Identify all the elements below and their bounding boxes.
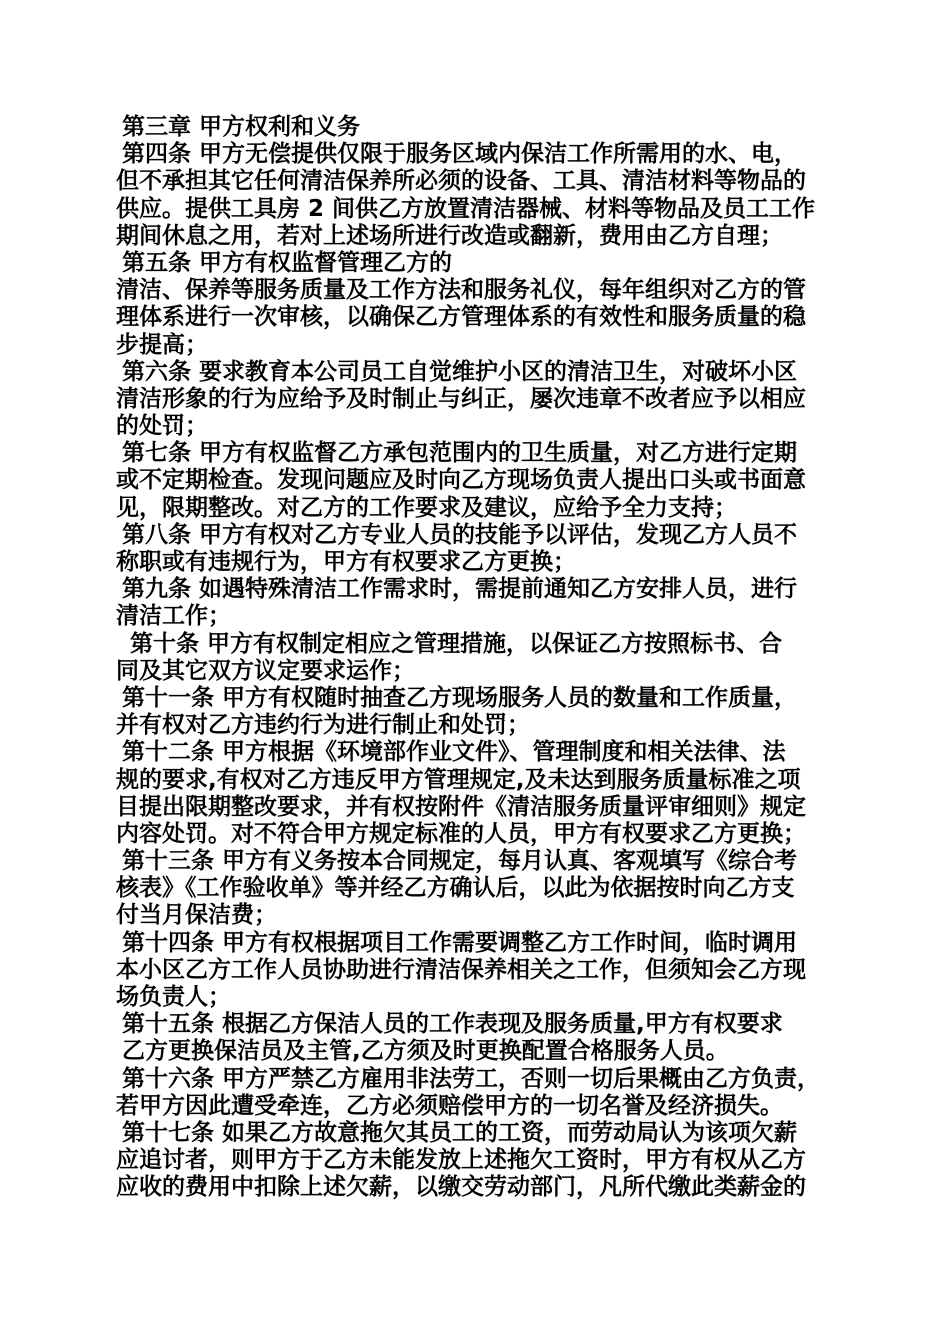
article-17-line-1: 第十七条 如果乙方故意拖欠其员工的工资，而劳动局认为该项欠薪: [122, 1119, 798, 1146]
article-4-line-1: 第四条 甲方无偿提供仅限于服务区域内保洁工作所需用的水、电，: [122, 141, 798, 168]
article-13-line-3: 付当月保洁费；: [116, 902, 277, 929]
article-17-line-3: 应收的费用中扣除上述欠薪，以缴交劳动部门，凡所代缴此类薪金的: [116, 1174, 806, 1201]
article-16-line-1: 第十六条 甲方严禁乙方雇用非法劳工，否则一切后果概由乙方负责，: [122, 1065, 821, 1092]
article-15-line-2: 乙方更换保洁员及主管,乙方须及时更换配置合格服务人员。: [122, 1038, 729, 1065]
article-6-line-1: 第六条 要求教育本公司员工自觉维护小区的清洁卫生，对破坏小区: [122, 358, 798, 385]
article-17-line-2: 应追讨者，则甲方于乙方未能发放上述拖欠工资时，甲方有权从乙方: [116, 1147, 806, 1174]
article-12-line-3: 目提出限期整改要求，并有权按附件《清洁服务质量评审细则》规定: [116, 793, 806, 820]
article-6-line-3: 的处罚；: [116, 413, 208, 440]
article-7-line-3: 见，限期整改。对乙方的工作要求及建议，应给予全力支持；: [116, 494, 737, 521]
article-5-line-3: 理体系进行一次审核，以确保乙方管理体系的有效性和服务质量的稳: [116, 304, 806, 331]
article-9-line-2: 清洁工作；: [116, 603, 231, 630]
article-5-line-1: 第五条 甲方有权监督管理乙方的: [122, 249, 453, 276]
article-12-line-4: 内容处罚。对不符合甲方规定标准的人员，甲方有权要求乙方更换；: [116, 820, 806, 847]
article-7-line-2: 或不定期检查。发现问题应及时向乙方现场负责人提出口头或书面意: [116, 467, 806, 494]
article-5-line-4: 步提高；: [116, 331, 208, 358]
article-8-line-1: 第八条 甲方有权对乙方专业人员的技能予以评估，发现乙方人员不: [122, 521, 798, 548]
article-14-line-1: 第十四条 甲方有权根据项目工作需要调整乙方工作时间，临时调用: [122, 929, 798, 956]
article-14-line-3: 场负责人；: [116, 984, 231, 1010]
article-14-line-2: 本小区乙方工作人员协助进行清洁保养相关之工作，但须知会乙方现: [116, 956, 806, 983]
article-4-line-3: 供应。提供工具房 2 间供乙方放置清洁器械、材料等物品及员工工作: [116, 195, 816, 222]
article-4-line-2: 但不承担其它任何清洁保养所必须的设备、工具、清洁材料等物品的: [116, 168, 806, 195]
article-16-line-2: 若甲方因此遭受牵连，乙方必须赔偿甲方的一切名誉及经济损失。: [116, 1092, 783, 1119]
article-13-line-1: 第十三条 甲方有义务按本合同规定，每月认真、客观填写《综合考: [122, 848, 798, 875]
article-15-line-1: 第十五条 根据乙方保洁人员的工作表现及服务质量,甲方有权要求: [122, 1011, 783, 1038]
article-13-line-2: 核表》《工作验收单》等并经乙方确认后，以此为依据按时向乙方支: [116, 875, 795, 902]
article-7-line-1: 第七条 甲方有权监督乙方承包范围内的卫生质量，对乙方进行定期: [122, 440, 798, 467]
article-8-line-2: 称职或有违规行为，甲方有权要求乙方更换；: [116, 549, 576, 575]
article-9-line-1: 第九条 如遇特殊清洁工作需求时，需提前通知乙方安排人员，进行: [122, 576, 798, 603]
article-4-line-4: 期间休息之用，若对上述场所进行改造或翻新，费用由乙方自理；: [116, 222, 783, 249]
document-body: [116, 114, 844, 1202]
article-5-line-2: 清洁、保养等服务质量及工作方法和服务礼仪，每年组织对乙方的管: [116, 277, 806, 304]
article-6-line-2: 清洁形象的行为应给予及时制止与纠正，屡次违章不改者应予以相应: [116, 385, 806, 412]
article-11-line-2: 并有权对乙方违约行为进行制止和处罚；: [116, 712, 530, 739]
chapter-heading: 第三章 甲方权利和义务: [122, 114, 361, 140]
article-10-line-2: 同及其它双方议定要求运作；: [116, 657, 415, 684]
article-11-line-1: 第十一条 甲方有权随时抽查乙方现场服务人员的数量和工作质量，: [122, 684, 798, 711]
article-10-line-1: 第十条 甲方有权制定相应之管理措施，以保证乙方按照标书、合: [130, 630, 783, 657]
article-12-line-2: 规的要求,有权对乙方违反甲方管理规定,及未达到服务质量标准之项: [116, 766, 801, 793]
article-12-line-1: 第十二条 甲方根据《环境部作业文件》、管理制度和相关法律、法: [122, 739, 786, 766]
